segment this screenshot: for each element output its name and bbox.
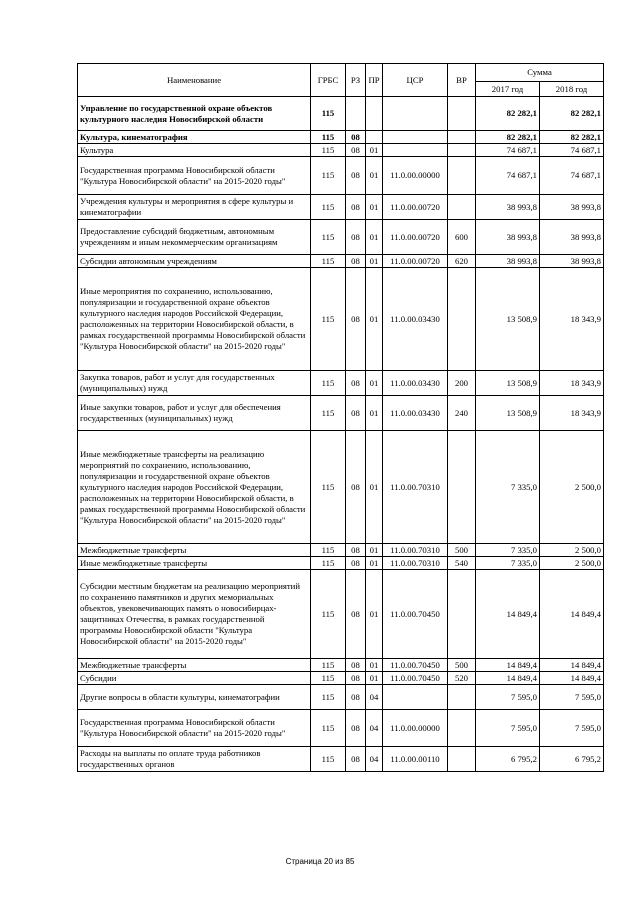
row-sum-2017: 13 508,9 (476, 396, 540, 431)
row-csr: 11.0.00.70310 (383, 431, 448, 544)
row-csr: 11.0.00.70310 (383, 557, 448, 570)
table-row (78, 195, 604, 220)
row-vr: 600 (448, 220, 476, 255)
row-pr: 01 (366, 396, 383, 431)
header-name: Наименование (78, 64, 311, 97)
row-grbs: 115 (311, 220, 346, 255)
row-grbs: 115 (311, 557, 346, 570)
header-year-2018: 2018 год (540, 82, 604, 97)
budget-table (77, 63, 604, 772)
row-sum-2018: 18 343,9 (540, 268, 604, 371)
row-rz (346, 97, 366, 131)
table-row (78, 570, 604, 659)
row-sum-2018: 14 849,4 (540, 672, 604, 685)
row-name: Межбюджетные трансферты (78, 659, 311, 672)
row-grbs: 115 (311, 396, 346, 431)
row-rz: 08 (346, 255, 366, 268)
row-sum-2018: 18 343,9 (540, 371, 604, 396)
row-name: Государственная программа Новосибирской области "Культура Новосибирской области" на 2015-2020 годы" (78, 157, 311, 195)
row-name: Иные межбюджетные трансферты на реализацию мероприятий по сохранению, использованию, популяризации и государственной охране объектов культурного наследия народов Российской Федерации, расположенных на территории Новосибирской области, в рамках государственной программы Новосибирской области "Культура Новосибирской области" на 2015-2020 годы" (78, 431, 311, 544)
row-vr (448, 131, 476, 144)
row-csr: 11.0.00.00720 (383, 195, 448, 220)
row-sum-2017: 38 993,8 (476, 195, 540, 220)
row-vr (448, 431, 476, 544)
row-vr (448, 268, 476, 371)
row-sum-2017: 14 849,4 (476, 672, 540, 685)
row-pr: 01 (366, 157, 383, 195)
row-sum-2018: 38 993,8 (540, 195, 604, 220)
row-grbs: 115 (311, 144, 346, 157)
row-name: Субсидии автономным учреждениям (78, 255, 311, 268)
row-grbs: 115 (311, 659, 346, 672)
row-name: Предоставление субсидий бюджетным, автономным учреждениям и иным некоммерческим организациям (78, 220, 311, 255)
table-row (78, 255, 604, 268)
row-vr: 520 (448, 672, 476, 685)
row-grbs: 115 (311, 570, 346, 659)
row-vr: 500 (448, 659, 476, 672)
table-row (78, 396, 604, 431)
header-rz: РЗ (346, 64, 366, 97)
row-sum-2017: 82 282,1 (476, 131, 540, 144)
row-sum-2017: 14 849,4 (476, 570, 540, 659)
row-csr (383, 97, 448, 131)
row-name: Культура, кинематография (78, 131, 311, 144)
row-rz: 08 (346, 195, 366, 220)
header-year-2017: 2017 год (476, 82, 540, 97)
row-name: Расходы на выплаты по оплате труда работников государственных органов (78, 747, 311, 772)
row-rz: 08 (346, 544, 366, 557)
row-name: Иные мероприятия по сохранению, использованию, популяризации и государственной охране объектов культурного наследия народов Российской Федерации, расположенных на территории Новосибирской области, в рамках государственной программы Новосибирской области "Культура Новосибирской области" на 2015-2020 годы" (78, 268, 311, 371)
page-number: Страница 20 из 85 (285, 857, 355, 866)
row-grbs: 115 (311, 431, 346, 544)
row-rz: 08 (346, 157, 366, 195)
row-vr (448, 710, 476, 747)
row-grbs: 115 (311, 544, 346, 557)
header-pr: ПР (366, 64, 383, 97)
row-name: Культура (78, 144, 311, 157)
row-csr: 11.0.00.70310 (383, 544, 448, 557)
row-name: Другие вопросы в области культуры, кинематографии (78, 685, 311, 710)
row-pr: 01 (366, 144, 383, 157)
row-rz: 08 (346, 131, 366, 144)
row-sum-2017: 6 795,2 (476, 747, 540, 772)
row-vr (448, 157, 476, 195)
row-name: Государственная программа Новосибирской области "Культура Новосибирской области" на 2015-2020 годы" (78, 710, 311, 747)
row-csr: 11.0.00.00720 (383, 255, 448, 268)
row-name: Субсидии местным бюджетам на реализацию мероприятий по сохранению памятников и других мемориальных объектов, увековечивающих память о новосибирцах-защитниках Отечества, в рамках государственной программы Новосибирской области "Культура Новосибирской области" на 2015-2020 годы" (78, 570, 311, 659)
row-sum-2018: 7 595,0 (540, 685, 604, 710)
row-vr (448, 685, 476, 710)
row-pr: 04 (366, 685, 383, 710)
row-grbs: 115 (311, 157, 346, 195)
row-vr (448, 570, 476, 659)
row-rz: 08 (346, 710, 366, 747)
row-vr: 620 (448, 255, 476, 268)
row-csr: 11.0.00.00720 (383, 220, 448, 255)
header-grbs: ГРБС (311, 64, 346, 97)
row-sum-2017: 13 508,9 (476, 371, 540, 396)
table-row (78, 557, 604, 570)
row-csr: 11.0.00.03430 (383, 396, 448, 431)
table-row (78, 371, 604, 396)
row-vr (448, 97, 476, 131)
row-pr: 01 (366, 570, 383, 659)
row-grbs: 115 (311, 131, 346, 144)
row-vr (448, 144, 476, 157)
table-row (78, 431, 604, 544)
table-row (78, 710, 604, 747)
header-csr: ЦСР (383, 64, 448, 97)
row-sum-2017: 7 595,0 (476, 685, 540, 710)
row-rz: 08 (346, 570, 366, 659)
row-name: Управление по государственной охране объектов культурного наследия Новосибирской области (78, 97, 311, 131)
row-grbs: 115 (311, 685, 346, 710)
row-sum-2018: 74 687,1 (540, 157, 604, 195)
row-pr: 04 (366, 747, 383, 772)
table-row (78, 144, 604, 157)
row-sum-2017: 38 993,8 (476, 220, 540, 255)
row-name: Закупка товаров, работ и услуг для государственных (муниципальных) нужд (78, 371, 311, 396)
row-pr: 01 (366, 220, 383, 255)
row-csr: 11.0.00.03430 (383, 371, 448, 396)
row-rz: 08 (346, 685, 366, 710)
table-row (78, 220, 604, 255)
row-pr: 01 (366, 431, 383, 544)
row-csr: 11.0.00.70450 (383, 570, 448, 659)
row-sum-2017: 7 335,0 (476, 544, 540, 557)
row-sum-2018: 2 500,0 (540, 544, 604, 557)
row-rz: 08 (346, 747, 366, 772)
row-sum-2017: 14 849,4 (476, 659, 540, 672)
row-sum-2017: 82 282,1 (476, 97, 540, 131)
row-pr: 01 (366, 544, 383, 557)
header-sum: Сумма (476, 64, 604, 82)
row-csr: 11.0.00.03430 (383, 268, 448, 371)
row-csr: 11.0.00.70450 (383, 672, 448, 685)
table-row (78, 97, 604, 131)
row-pr: 01 (366, 195, 383, 220)
row-csr (383, 131, 448, 144)
row-vr: 540 (448, 557, 476, 570)
row-pr: 01 (366, 371, 383, 396)
table-row (78, 747, 604, 772)
row-sum-2018: 2 500,0 (540, 557, 604, 570)
table-body (78, 97, 604, 772)
row-csr: 11.0.00.00000 (383, 710, 448, 747)
row-rz: 08 (346, 396, 366, 431)
row-sum-2018: 2 500,0 (540, 431, 604, 544)
row-pr: 04 (366, 710, 383, 747)
row-name: Иные закупки товаров, работ и услуг для обеспечения государственных (муниципальных) нужд (78, 396, 311, 431)
row-grbs: 115 (311, 255, 346, 268)
row-rz: 08 (346, 659, 366, 672)
table-row (78, 685, 604, 710)
table-row (78, 157, 604, 195)
row-rz: 08 (346, 371, 366, 396)
row-pr (366, 131, 383, 144)
row-sum-2017: 7 335,0 (476, 557, 540, 570)
row-grbs: 115 (311, 747, 346, 772)
row-pr: 01 (366, 557, 383, 570)
row-grbs: 115 (311, 371, 346, 396)
row-sum-2018: 82 282,1 (540, 131, 604, 144)
row-pr: 01 (366, 659, 383, 672)
row-sum-2017: 74 687,1 (476, 157, 540, 195)
row-pr: 01 (366, 672, 383, 685)
table-row (78, 544, 604, 557)
row-name: Учреждения культуры и мероприятия в сфере культуры и кинематографии (78, 195, 311, 220)
row-rz: 08 (346, 672, 366, 685)
row-vr: 500 (448, 544, 476, 557)
row-sum-2018: 38 993,8 (540, 220, 604, 255)
row-rz: 08 (346, 268, 366, 371)
table-row (78, 659, 604, 672)
row-sum-2018: 7 595,0 (540, 710, 604, 747)
row-vr (448, 195, 476, 220)
row-sum-2018: 6 795,2 (540, 747, 604, 772)
row-csr (383, 144, 448, 157)
table-row (78, 268, 604, 371)
row-grbs: 115 (311, 195, 346, 220)
row-grbs: 115 (311, 97, 346, 131)
row-rz: 08 (346, 144, 366, 157)
row-rz: 08 (346, 431, 366, 544)
row-sum-2017: 38 993,8 (476, 255, 540, 268)
row-csr: 11.0.00.00110 (383, 747, 448, 772)
row-pr: 01 (366, 255, 383, 268)
row-sum-2017: 74 687,1 (476, 144, 540, 157)
row-name: Иные межбюджетные трансферты (78, 557, 311, 570)
table-row (78, 131, 604, 144)
row-sum-2018: 38 993,8 (540, 255, 604, 268)
row-sum-2018: 14 849,4 (540, 659, 604, 672)
row-vr: 240 (448, 396, 476, 431)
row-vr: 200 (448, 371, 476, 396)
row-name: Межбюджетные трансферты (78, 544, 311, 557)
row-csr: 11.0.00.70450 (383, 659, 448, 672)
row-pr (366, 97, 383, 131)
row-sum-2018: 14 849,4 (540, 570, 604, 659)
row-csr (383, 685, 448, 710)
row-csr: 11.0.00.00000 (383, 157, 448, 195)
row-sum-2017: 7 595,0 (476, 710, 540, 747)
row-rz: 08 (346, 557, 366, 570)
row-sum-2018: 18 343,9 (540, 396, 604, 431)
row-name: Субсидии (78, 672, 311, 685)
row-sum-2017: 7 335,0 (476, 431, 540, 544)
header-vr: ВР (448, 64, 476, 97)
row-grbs: 115 (311, 710, 346, 747)
row-grbs: 115 (311, 268, 346, 371)
row-sum-2018: 82 282,1 (540, 97, 604, 131)
row-rz: 08 (346, 220, 366, 255)
row-pr: 01 (366, 268, 383, 371)
row-vr (448, 747, 476, 772)
row-grbs: 115 (311, 672, 346, 685)
row-sum-2018: 74 687,1 (540, 144, 604, 157)
table-row (78, 672, 604, 685)
row-sum-2017: 13 508,9 (476, 268, 540, 371)
